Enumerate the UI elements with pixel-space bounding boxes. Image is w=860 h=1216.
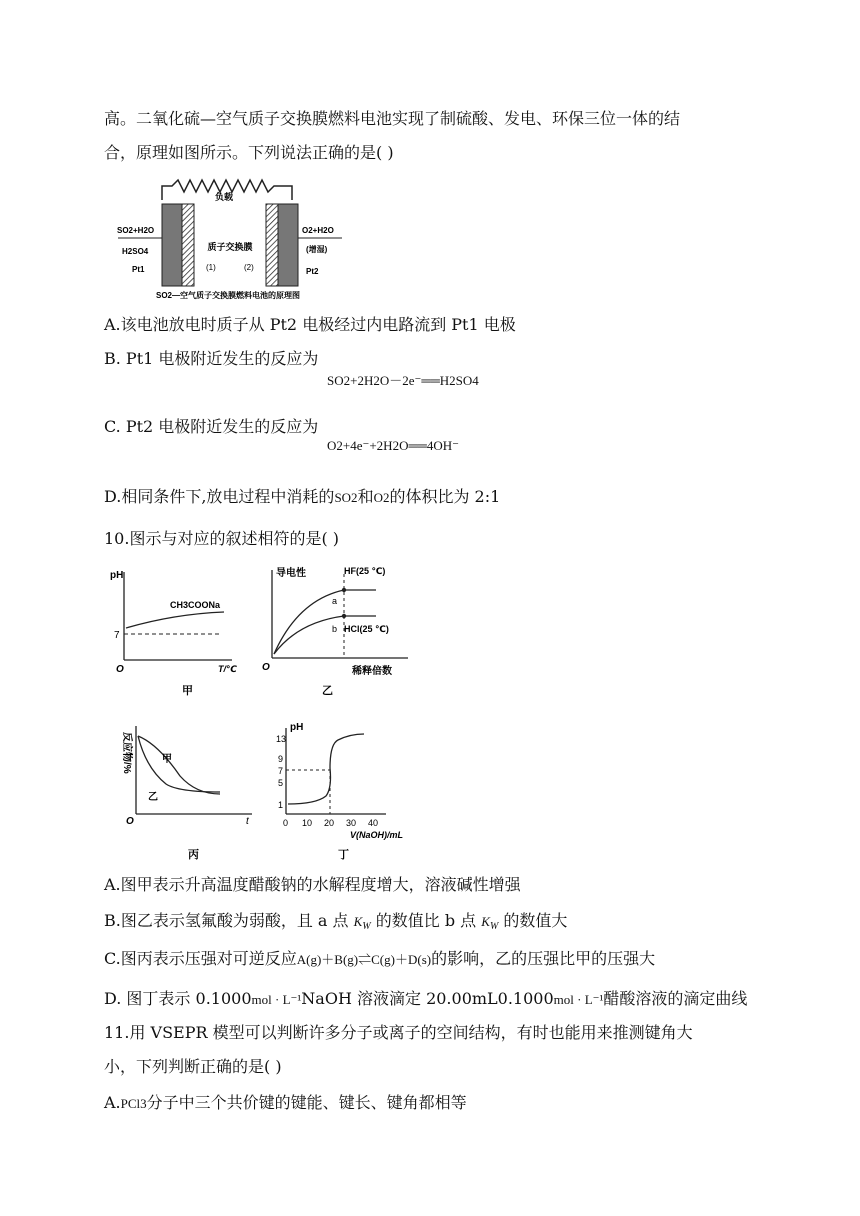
cell-caption: SO2—空气质子交换膜燃料电池的原理图 <box>155 291 301 300</box>
q11-option-a-suffix: 分子中三个共价键的键能、键长、键角都相等 <box>146 1093 467 1112</box>
q9-option-a: A.该电池放电时质子从 Pt2 电极经过内电路流到 Pt1 电极 <box>104 315 516 334</box>
ding-ylabel: pH <box>290 722 304 733</box>
ding-xlabel: V(NaOH)/mL <box>350 830 404 840</box>
q11-stem-line-1: 11.用 VSEPR 模型可以判断许多分子或离子的空间结构，有时也能用来推测键角大 <box>104 1023 693 1042</box>
membrane-label: 质子交换膜 <box>207 242 253 252</box>
q11-stem-line-2: 小，下列判断正确的是( ) <box>104 1057 282 1076</box>
yi-point-a: a <box>332 596 338 606</box>
q10-option-b <box>104 908 567 932</box>
pt2-label: Pt2 <box>306 267 319 276</box>
q9-option-d-and: 和 <box>357 487 374 506</box>
right-note-label: (增湿) <box>306 245 328 254</box>
ding-caption: 丁 <box>338 849 349 861</box>
graph-jia <box>104 564 244 700</box>
region-2-label: (2) <box>244 263 254 272</box>
jia-caption: 甲 <box>182 685 193 697</box>
bing-ylabel: 反应物/% <box>121 732 132 774</box>
q10-option-d <box>104 986 747 1009</box>
yi-upper-label: HF(25 ℃) <box>344 566 386 576</box>
ding-ytick-7: 7 <box>278 766 284 776</box>
jia-curve-label: CH3COONa <box>170 600 221 610</box>
ding-ytick-13: 13 <box>276 734 287 744</box>
unit-mol-per-liter-1: mol · L⁻¹ <box>251 992 302 1007</box>
q10-option-d-mid: NaOH 溶液滴定 20.00mL0.1000 <box>301 989 554 1008</box>
ding-xtick-0: 0 <box>283 818 289 828</box>
so2-formula: SO2 <box>334 490 358 505</box>
ding-xtick-40: 40 <box>368 818 379 828</box>
graph-yi <box>258 560 418 702</box>
left-output-label: H2SO4 <box>122 247 149 256</box>
ding-ytick-5: 5 <box>278 778 284 788</box>
q9-option-b: B. Pt1 电极附近发生的反应为 <box>104 349 319 368</box>
kw-symbol-2: $K_W$ <box>481 914 499 932</box>
graph-ding <box>276 718 446 864</box>
intro-line-2: 合，原理如图所示。下列说法正确的是( ) <box>104 143 394 162</box>
o2-formula: O2 <box>373 490 390 505</box>
graph-bing <box>116 718 262 864</box>
q11-option-a-prefix: A. <box>104 1093 121 1112</box>
left-input-label: SO2+H2O <box>117 226 155 235</box>
kw-symbol-1: $K_W$ <box>353 914 371 932</box>
bing-curve-yi: 乙 <box>148 792 158 803</box>
intro-line-1: 高。二氧化硫—空气质子交换膜燃料电池实现了制硫酸、发电、环保三位一体的结 <box>104 109 681 128</box>
q9-option-d-suffix: 的体积比为 2:1 <box>389 487 501 506</box>
load-label: 负载 <box>214 192 234 202</box>
jia-xlabel: T/℃ <box>218 664 237 674</box>
region-1-label: (1) <box>206 263 216 272</box>
fuel-cell-figure <box>112 178 344 302</box>
bing-xlabel: t <box>246 816 249 827</box>
pt1-label: Pt1 <box>132 265 145 274</box>
q10-option-b-prefix: B.图乙表示氢氟酸为弱酸，且 a 点 <box>104 911 349 930</box>
q10-option-b-suffix: 的数值大 <box>503 911 568 930</box>
q10-option-d-suffix: 醋酸溶液的滴定曲线 <box>603 989 748 1008</box>
q10-option-b-mid: 的数值比 b 点 <box>375 911 477 930</box>
yi-caption: 乙 <box>322 685 333 697</box>
ding-xtick-30: 30 <box>346 818 357 828</box>
pcl3-formula: PCl3 <box>120 1096 147 1111</box>
right-input-label: O2+H2O <box>302 226 334 235</box>
jia-origin: O <box>116 664 124 675</box>
bing-caption: 丙 <box>188 849 199 861</box>
unit-mol-per-liter-2: mol · L⁻¹ <box>553 992 604 1007</box>
yi-point-b: b <box>332 624 338 634</box>
q10-option-c <box>104 946 655 969</box>
q9-option-c: C. Pt2 电极附近发生的反应为 <box>104 417 319 436</box>
q10-option-d-prefix: D. 图丁表示 0.1000 <box>104 989 252 1008</box>
yi-xlabel: 稀释倍数 <box>352 666 392 677</box>
yi-lower-label: HCl(25 ℃) <box>344 624 389 634</box>
q10-option-a: A.图甲表示升高温度醋酸钠的水解程度增大，溶液碱性增强 <box>104 875 521 894</box>
q9-option-b-equation: SO2+2H2O－2e⁻══H2SO4 <box>327 373 479 388</box>
ding-ytick-9: 9 <box>278 754 284 764</box>
q10-option-c-prefix: C.图丙表示压强对可逆反应 <box>104 949 297 968</box>
q9-option-d-prefix: D.相同条件下,放电过程中消耗的 <box>104 487 335 506</box>
ding-ytick-1: 1 <box>278 800 284 810</box>
jia-ylabel: pH <box>110 570 124 581</box>
ding-xtick-20: 20 <box>324 818 335 828</box>
bing-curve-jia: 甲 <box>162 754 172 765</box>
q9-option-d <box>104 484 500 507</box>
yi-ylabel: 导电性 <box>276 568 306 579</box>
q10-option-c-suffix: 的影响，乙的压强比甲的压强大 <box>431 949 656 968</box>
ding-xtick-10: 10 <box>302 818 313 828</box>
q11-option-a <box>104 1090 467 1113</box>
yi-origin: O <box>262 662 270 673</box>
q9-option-c-equation: O2+4e⁻+2H2O══4OH⁻ <box>327 438 460 453</box>
q10-option-c-equation: A(g)＋B(g)⇌C(g)＋D(s) <box>296 952 432 967</box>
bing-origin: O <box>126 816 134 827</box>
jia-ytick-7: 7 <box>114 630 120 641</box>
q10-stem: 10.图示与对应的叙述相符的是( ) <box>104 529 340 548</box>
